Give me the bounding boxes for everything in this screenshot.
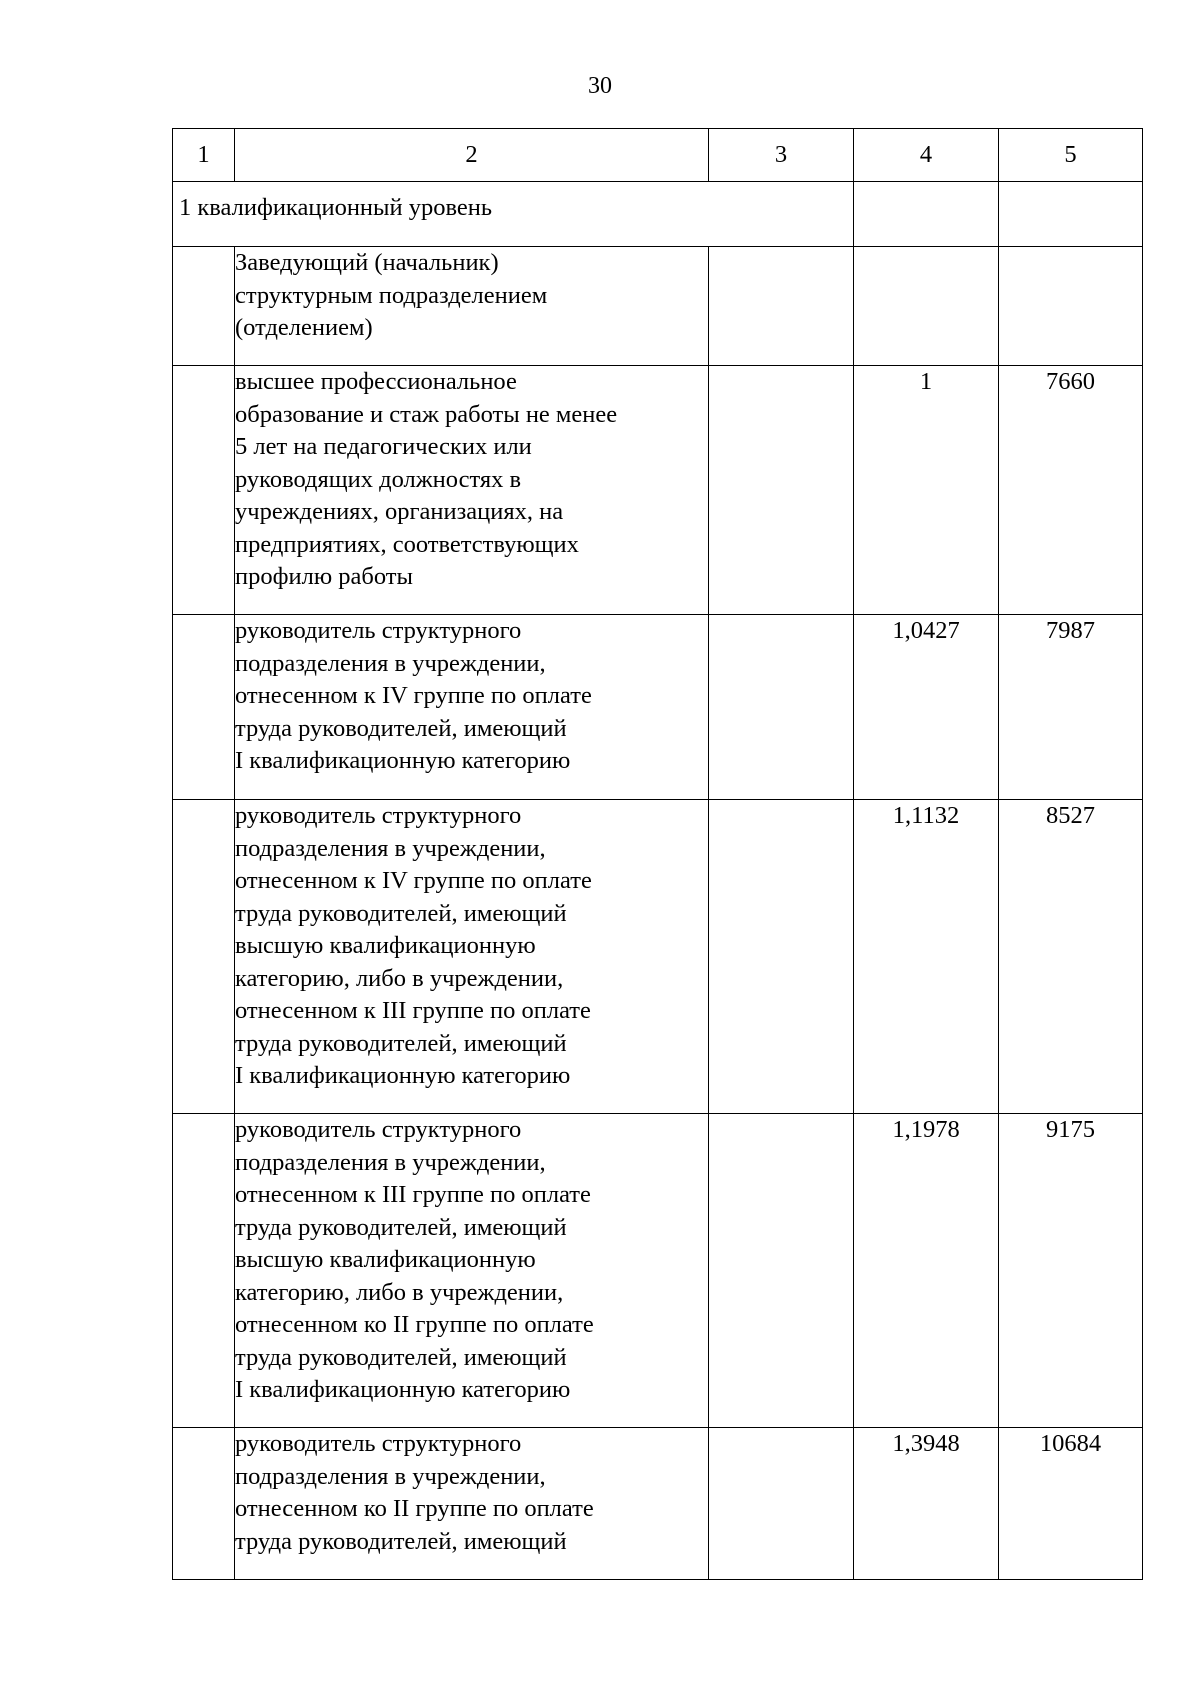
coefficient-cell: 1,1978 xyxy=(854,1114,999,1428)
text-line: руководящих должностях в xyxy=(235,465,522,493)
text-line: Заведующий (начальник) xyxy=(235,249,499,276)
text-line: I квалификационную категорию xyxy=(235,1062,571,1089)
empty-cell xyxy=(999,182,1143,247)
text-line: руководитель структурного xyxy=(235,1430,522,1457)
text-line: труда руководителей, имеющий xyxy=(235,1029,567,1057)
text-line: высшее профессиональное xyxy=(235,368,517,395)
text-line: категорию, либо в учреждении, xyxy=(235,964,564,992)
text-line: труда руководителей, имеющий xyxy=(235,714,567,742)
column-number-4: 4 xyxy=(854,129,999,182)
empty-cell xyxy=(173,615,235,800)
text-line: труда руководителей, имеющий xyxy=(235,1213,567,1241)
text-line: подразделения в учреждении, xyxy=(235,1148,546,1176)
text-line: отнесенном к III группе по оплате xyxy=(235,1181,591,1208)
text-line: руководитель структурного xyxy=(235,802,522,829)
text-line: отнесенном к III группе по оплате xyxy=(235,997,591,1024)
empty-cell xyxy=(173,800,235,1114)
qualification-level-row xyxy=(173,182,1143,247)
text-line: отнесенном к IV группе по оплате xyxy=(235,682,592,709)
empty-cell xyxy=(173,1428,235,1580)
text-line: труда руководителей, имеющий xyxy=(235,1527,567,1555)
position-title-row xyxy=(173,247,1143,366)
coefficient-cell: 1,3948 xyxy=(854,1428,999,1580)
text-line: высшую квалификационную xyxy=(235,932,536,959)
qualification-level-label: 1 квалификационный уровень xyxy=(173,182,854,247)
column-number-2: 2 xyxy=(235,129,709,182)
row-description xyxy=(235,366,709,615)
empty-cell xyxy=(709,800,854,1114)
text-line: I квалификационную категорию xyxy=(235,747,571,774)
text-line: труда руководителей, имеющий xyxy=(235,1343,567,1371)
row-description xyxy=(235,1428,709,1580)
table-row xyxy=(173,1428,1143,1580)
table-row xyxy=(173,615,1143,800)
salary-cell: 7660 xyxy=(999,366,1143,615)
empty-cell xyxy=(709,247,854,366)
table-header-row xyxy=(173,129,1143,182)
table-row xyxy=(173,800,1143,1114)
position-title xyxy=(235,247,709,366)
empty-cell xyxy=(854,182,999,247)
salary-cell: 9175 xyxy=(999,1114,1143,1428)
empty-cell xyxy=(709,1114,854,1428)
salary-cell: 10684 xyxy=(999,1428,1143,1580)
coefficient-cell: 1,1132 xyxy=(854,800,999,1114)
text-line: высшую квалификационную xyxy=(235,1246,536,1273)
salary-cell: 7987 xyxy=(999,615,1143,800)
empty-cell xyxy=(709,615,854,800)
text-line: руководитель структурного xyxy=(235,617,522,644)
text-line: руководитель структурного xyxy=(235,1116,522,1143)
column-number-1: 1 xyxy=(173,129,235,182)
text-line: подразделения в учреждении, xyxy=(235,649,546,677)
salary-cell: 8527 xyxy=(999,800,1143,1114)
text-line: структурным подразделением xyxy=(235,281,548,309)
column-number-3: 3 xyxy=(709,129,854,182)
page-number: 30 xyxy=(588,73,612,99)
row-description xyxy=(235,1114,709,1428)
row-description xyxy=(235,615,709,800)
row-description xyxy=(235,800,709,1114)
text-line: учреждениях, организациях, на xyxy=(235,498,564,525)
text-line: (отделением) xyxy=(235,314,373,341)
empty-cell xyxy=(999,247,1143,366)
text-line: подразделения в учреждении, xyxy=(235,1462,546,1490)
text-line: отнесенном ко II группе по оплате xyxy=(235,1495,594,1522)
table-row xyxy=(173,1114,1143,1428)
table-row xyxy=(173,366,1143,615)
text-line: профилю работы xyxy=(235,563,413,590)
empty-cell xyxy=(709,1428,854,1580)
text-line: предприятиях, соответствующих xyxy=(235,530,579,558)
coefficient-cell: 1 xyxy=(854,366,999,615)
text-line: труда руководителей, имеющий xyxy=(235,899,567,927)
coefficient-cell: 1,0427 xyxy=(854,615,999,800)
text-line: подразделения в учреждении, xyxy=(235,834,546,862)
text-line: образование и стаж работы не менее xyxy=(235,400,618,428)
empty-cell xyxy=(173,366,235,615)
text-line: отнесенном к IV группе по оплате xyxy=(235,867,592,894)
salary-table xyxy=(172,128,1143,1580)
text-line: 5 лет на педагогических или xyxy=(235,433,532,460)
empty-cell xyxy=(854,247,999,366)
empty-cell xyxy=(173,1114,235,1428)
column-number-5: 5 xyxy=(999,129,1143,182)
text-line: I квалификационную категорию xyxy=(235,1376,571,1403)
empty-cell xyxy=(173,247,235,366)
empty-cell xyxy=(709,366,854,615)
text-line: отнесенном ко II группе по оплате xyxy=(235,1311,594,1338)
text-line: категорию, либо в учреждении, xyxy=(235,1278,564,1306)
